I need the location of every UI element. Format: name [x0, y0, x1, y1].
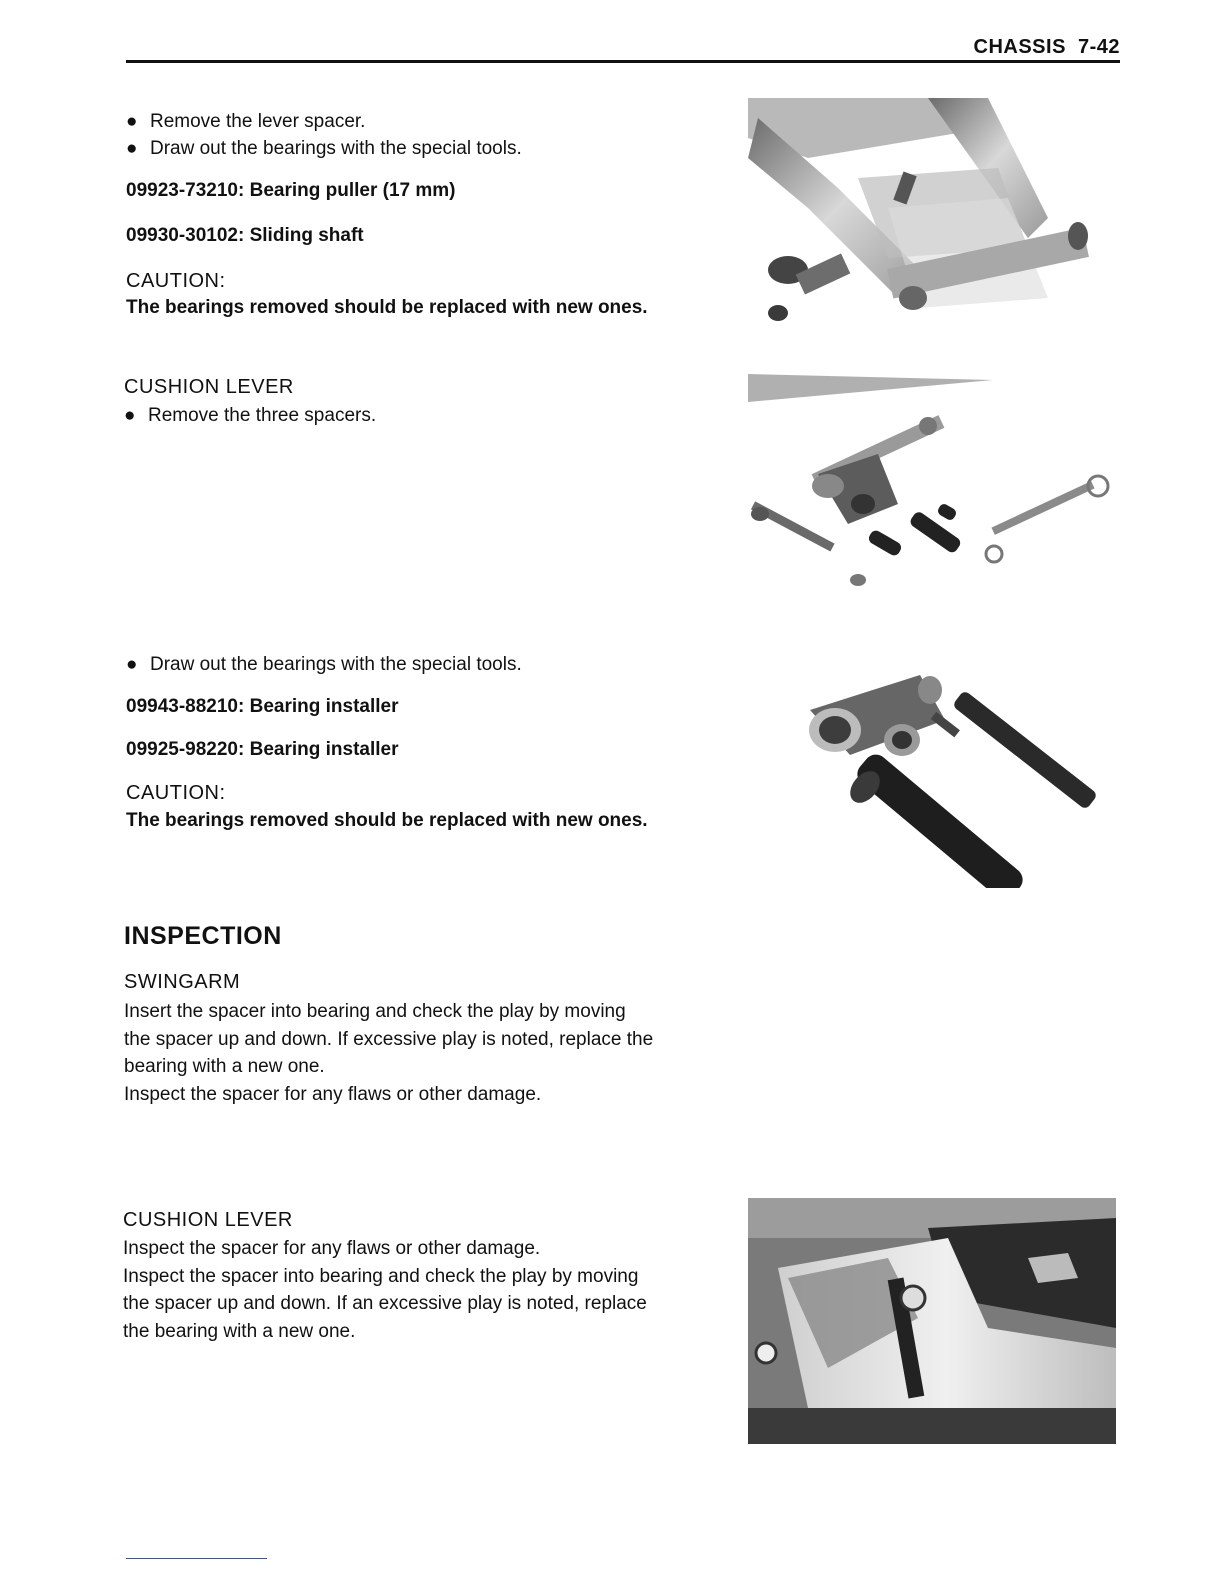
tool-name: Bearing installer	[249, 739, 399, 760]
bullet-item: ● Draw out the bearings with the special tools.	[126, 138, 522, 159]
subsection-title-swingarm: SWINGARM	[124, 971, 241, 993]
bearing-installer-photo	[790, 660, 1120, 888]
special-tool	[126, 225, 364, 247]
special-tool	[126, 180, 456, 202]
page-header	[974, 36, 1121, 59]
bullet-item: ● Draw out the bearings with the special tools.	[126, 654, 522, 675]
special-tool	[126, 696, 399, 718]
cushion-lever-spacers-photo	[748, 374, 1120, 600]
bullet-item: ● Remove the three spacers.	[124, 405, 377, 426]
header-title: CHASSIS	[973, 36, 1066, 58]
tool-code: 09943-88210:	[126, 696, 245, 717]
footer-rule	[126, 1558, 267, 1559]
tool-name: Bearing puller (17 mm)	[249, 180, 456, 201]
swingarm-bearing-photo	[748, 98, 1094, 336]
tool-name: Bearing installer	[249, 696, 399, 717]
caution-label: CAUTION:	[126, 270, 226, 292]
bullet-item: ● Remove the lever spacer.	[126, 111, 366, 132]
caution-label: CAUTION:	[126, 782, 226, 804]
section-title-cushion-lever: CUSHION LEVER	[124, 376, 294, 398]
cushion-lever-inspection-photo	[748, 1198, 1116, 1444]
tool-code: 09925-98220:	[126, 739, 245, 760]
special-tool	[126, 739, 399, 761]
tool-code: 09930-30102:	[126, 225, 245, 246]
header-page-number: 7-42	[1077, 36, 1120, 58]
swingarm-inspection-text: Insert the spacer into bearing and check the play by moving the spacer up and down. If excessive play is noted, replace the bearing with a new one. Inspect the spacer for any flaws or other damage.	[124, 1001, 654, 1105]
tool-name: Sliding shaft	[249, 225, 364, 246]
cushion-lever-inspection-text: Inspect the spacer for any flaws or other damage. Inspect the spacer into bearing and check the play by moving the spacer up and down. If an excessive play is noted, replace the bearing with a new one.	[123, 1238, 647, 1342]
caution-text: The bearings removed should be replaced with new ones.	[126, 297, 648, 318]
tool-code: 09923-73210:	[126, 180, 245, 201]
section-title-inspection: INSPECTION	[124, 922, 282, 950]
header-rule	[126, 60, 1120, 63]
caution-text: The bearings removed should be replaced with new ones.	[126, 810, 648, 831]
subsection-title-cushion-lever: CUSHION LEVER	[123, 1209, 293, 1231]
